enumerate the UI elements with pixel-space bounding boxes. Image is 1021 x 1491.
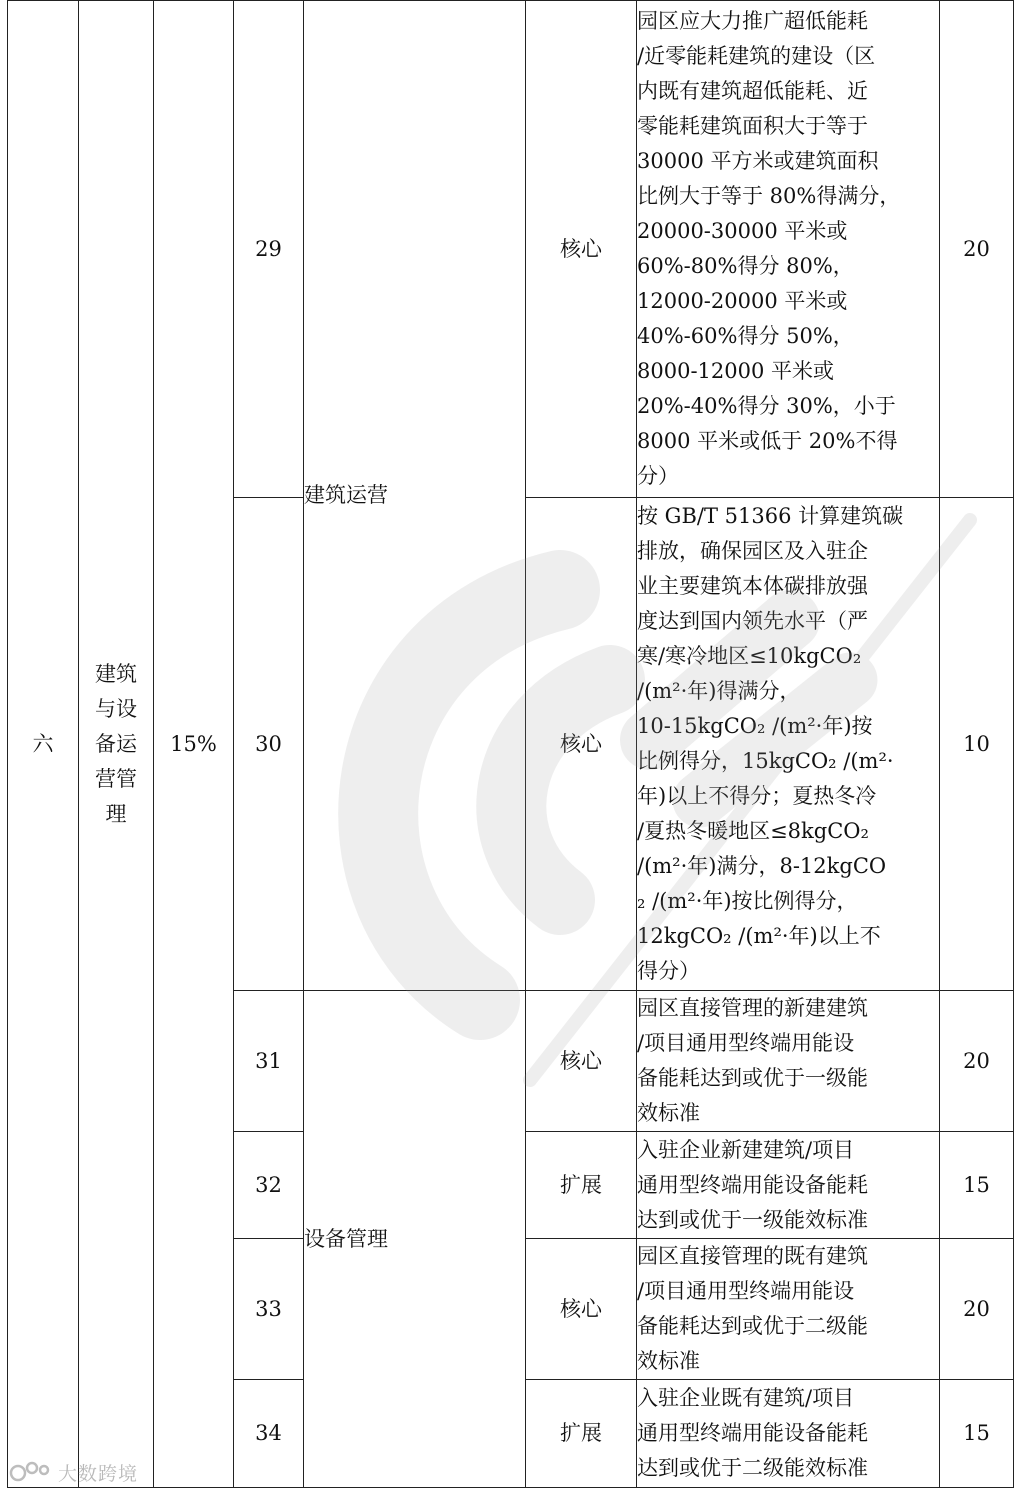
brand-text: 大数跨境 [58, 1462, 139, 1485]
row-score-30: 10 [940, 498, 1014, 991]
row-type-34: 扩展 [526, 1380, 637, 1488]
row-description-32: 入驻企业新建建筑/项目 通用型终端用能设备能耗 达到或优于一级能效标准 [637, 1132, 940, 1239]
category-cell: 建筑 与设 备运 营管 理 [79, 1, 154, 1488]
table-row [8, 1, 1014, 498]
row-id-30: 30 [234, 498, 304, 991]
group-building-operation: 建筑运营 [304, 1, 526, 991]
row-id-29: 29 [234, 1, 304, 498]
row-id-31: 31 [234, 991, 304, 1132]
evaluation-table [7, 0, 1014, 1488]
group-equipment-management: 设备管理 [304, 991, 526, 1488]
row-type-33: 核心 [526, 1239, 637, 1380]
section-number-cell: 六 [8, 1, 79, 1488]
row-id-34: 34 [234, 1380, 304, 1488]
row-id-32: 32 [234, 1132, 304, 1239]
row-score-32: 15 [940, 1132, 1014, 1239]
row-score-34: 15 [940, 1380, 1014, 1488]
weight-cell: 15% [154, 1, 234, 1488]
row-type-31: 核心 [526, 991, 637, 1132]
row-description-34: 入驻企业既有建筑/项目 通用型终端用能设备能耗 达到或优于二级能效标准 [637, 1380, 940, 1488]
row-score-33: 20 [940, 1239, 1014, 1380]
row-type-32: 扩展 [526, 1132, 637, 1239]
row-description-30: 按 GB/T 51366 计算建筑碳 排放，确保园区及入驻企 业主要建筑本体碳排放强 度达到国内领先水平（严 寒/寒冷地区≤10kgCO₂ /(m²·年)得满分， 10-15kgCO₂ /(m²·年)按 比例得分，15kgCO₂ /(m²· 年)以上不得分；夏热冬冷 /夏热冬暖地区≤8kgCO₂ /(m²·年)满分，8-12kgCO ₂ /(m²·年)按比例得分， 12kgCO₂ /(m²·年)以上不 得分） [637, 498, 940, 991]
row-id-33: 33 [234, 1239, 304, 1380]
row-description-31: 园区直接管理的新建建筑 /项目通用型终端用能设 备能耗达到或优于一级能 效标准 [637, 991, 940, 1132]
row-type-29: 核心 [526, 1, 637, 498]
brand-watermark [8, 1456, 138, 1488]
row-score-29: 20 [940, 1, 1014, 498]
row-score-31: 20 [940, 991, 1014, 1132]
row-description-33: 园区直接管理的既有建筑 /项目通用型终端用能设 备能耗达到或优于二级能 效标准 [637, 1239, 940, 1380]
row-description-29: 园区应大力推广超低能耗 /近零能耗建筑的建设（区 内既有建筑超低能耗、近 零能耗建筑面积大于等于 30000 平方米或建筑面积 比例大于等于 80%得满分， 20000-30000 平米或 60%-80%得分 80%， 12000-20000 平米或 40%-60%得分 50%， 8000-12000 平米或 20%-40%得分 30%，小于 8000 平米或低于 20%不得 分） [637, 1, 940, 498]
row-type-30: 核心 [526, 498, 637, 991]
brand-logo-icon [8, 1458, 54, 1486]
